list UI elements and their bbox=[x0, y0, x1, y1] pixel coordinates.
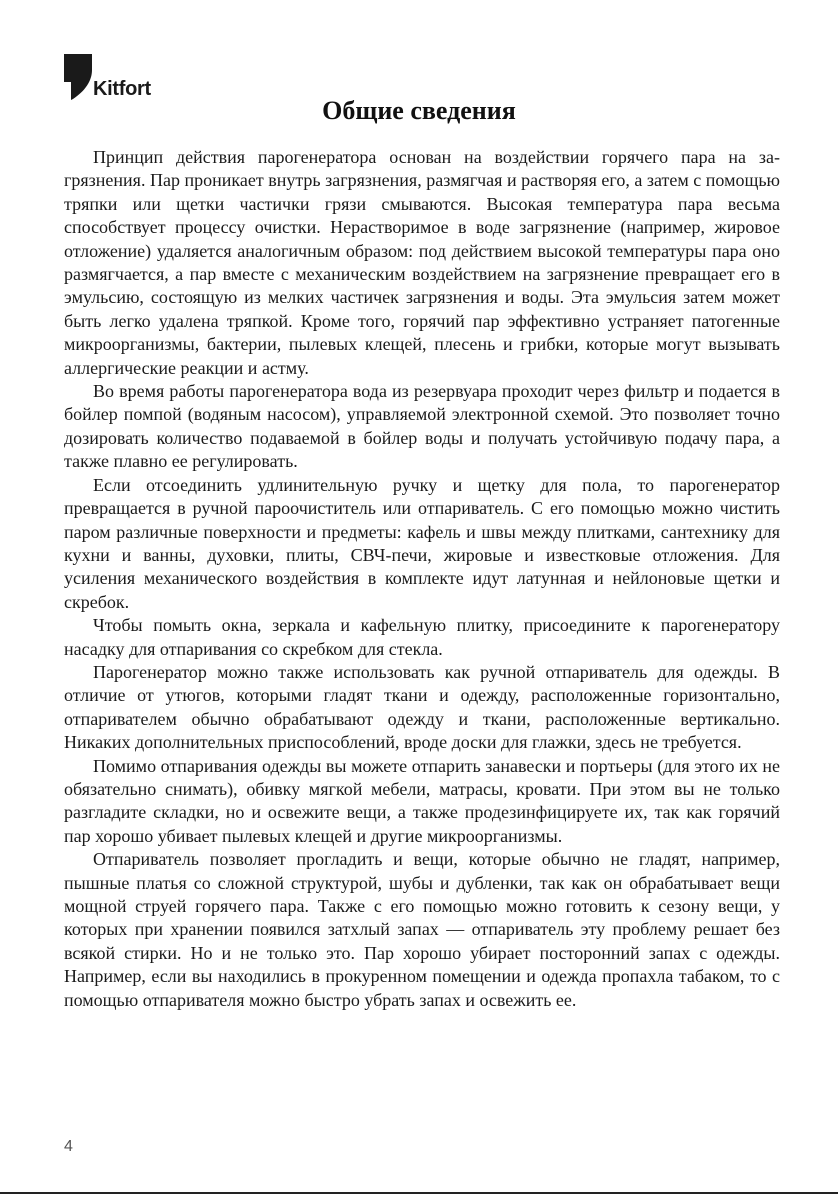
logo-wordmark: Kitfort bbox=[93, 78, 151, 100]
page-title: Общие сведения bbox=[322, 96, 516, 125]
body-text bbox=[64, 146, 780, 1012]
kitfort-logo-icon bbox=[64, 54, 92, 100]
paragraph-garment-steamer: Парогенератор можно также использовать как ручной отпариватель для одежды. В отличие от утюгов, которыми гладят ткани и одежду, расположенные горизонтально, отпаривателем обычно обрабатывают одежду и ткани, расположенные вертикально. Никаких дополнительных приспособлений, вроде доски для глажки, здесь не требуется. bbox=[64, 661, 780, 753]
paragraph-curtains-furniture: Помимо отпаривания одежды вы можете отпарить занавески и портьеры (для этого их не обязательно снимать), обивку мягкой мебели, матрасы, кровати. При этом вы не только разгладите складки, но и освежите вещи, а также продезинфицируете их, так как горячий пар хорошо убивает пылевых клещей и другие микроорганизмы. bbox=[64, 755, 780, 846]
page-number: 4 bbox=[64, 1138, 73, 1155]
paragraph-odor-removal: Отпариватель позволяет прогладить и вещи, которые обычно не гладят, например, пышные платья со сложной структурой, шубы и дубленки, так как он обрабатывает вещи мощной струей горячего пара. Также с его помощью можно готовить к сезону вещи, у которых при хранении появился затхлый запах — отпариватель эту проблему решает без всякой стирки. Но и не только это. Пар хорошо убирает посторонний запах с одежды. Например, если вы находились в прокуренном помещении и одежда пропахла табаком, то с помощью отпаривателя можно быстро убрать запах и освежить ее. bbox=[64, 849, 780, 1010]
bottom-divider bbox=[0, 1192, 838, 1194]
paragraph-operation: Во время работы парогенератора вода из резервуара проходит через фильтр и подается в бойлер помпой (водяным насосом), управляемой электронной схемой. Это позволяет точно дозировать количество подаваемой в бойлер воды и получать устойчивую подачу пара, а также плавно ее регулировать. bbox=[64, 381, 780, 472]
paragraph-windows: Чтобы помыть окна, зеркала и кафельную плитку, присоедините к парогенератору насадку для отпаривания со скребком для стекла. bbox=[64, 615, 780, 659]
paragraph-principle: Принцип действия парогенератора основан на воздействии горячего пара на загрязнения. Пар проникает внутрь загрязнения, размягчая и растворяя его, а затем с помощью тряпки или щетки частички грязи смываются. Высокая температура пара весьма способствует процессу очистки. Нерастворимое в воде загрязнение (например, жировое отложение) удаляется аналогичным образом: под действием высокой температуры пара оно размягчается, а пар вместе с механическим воздействием на загрязнение превращает его в эмульсию, состоящую из мелких частичек загрязнения и воды. Эта эмульсия затем может быть легко удалена тряпкой. Кроме того, горячий пар эффективно устраняет патогенные микроорганизмы, бактерии, пылевых клещей, плесень и грибки, которые могут вызывать аллергические реакции и астму. bbox=[64, 147, 780, 378]
paragraph-handheld-mode: Если отсоединить удлинительную ручку и щетку для пола, то парогенератор превращается в ручной пароочиститель или отпариватель. С его помощью можно чистить паром различные поверхности и предметы: кафель и швы между плитками, сантехнику для кухни и ванны, духовки, плиты, СВЧ-печи, жировые и известковые отложения. Для усиления механического воздействия в комплекте идут латунная и нейлоновые щетки и скребок. bbox=[64, 474, 780, 612]
